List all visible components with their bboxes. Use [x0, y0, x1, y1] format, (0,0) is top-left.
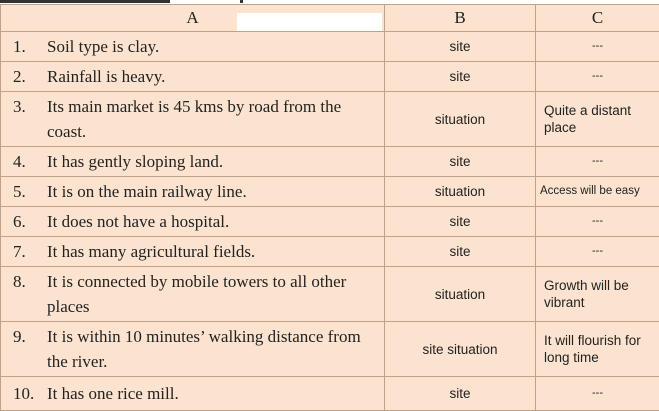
top-rule [0, 0, 170, 3]
row-text: It has one rice mill. [47, 381, 367, 406]
row-text: It is connected by mobile towers to all other places [47, 269, 367, 319]
cell-b: site [385, 207, 536, 237]
cell-c: Quite a distant place [536, 92, 659, 147]
table-row [1, 177, 659, 207]
cell-c: --- [536, 32, 659, 62]
cell-a [1, 322, 385, 377]
row-number: 10. [13, 381, 47, 406]
row-text: It has gently sloping land. [47, 149, 367, 174]
row-number: 2. [13, 64, 47, 89]
row-number: 7. [13, 239, 47, 264]
cell-c: It will flourish for long time [536, 322, 659, 377]
cell-c: --- [536, 237, 659, 267]
row-number: 1. [13, 34, 47, 59]
cell-c: --- [536, 377, 659, 411]
header-c: C [536, 5, 659, 32]
row-number: 8. [13, 269, 47, 294]
table-row [1, 267, 659, 322]
header-b: B [385, 5, 536, 32]
cell-a [1, 377, 385, 411]
cell-c: --- [536, 62, 659, 92]
cell-b: situation [385, 92, 536, 147]
cell-b: site [385, 147, 536, 177]
table-row [1, 377, 659, 411]
cell-b: site [385, 237, 536, 267]
row-number: 4. [13, 149, 47, 174]
cell-a [1, 237, 385, 267]
row-text: It is on the main railway line. [47, 179, 367, 204]
row-text: It is within 10 minutes’ walking distance from the river. [47, 324, 367, 374]
row-number: 3. [13, 94, 47, 119]
cell-c: Access will be easy [536, 177, 659, 207]
site-situation-table [0, 4, 659, 411]
header-a [1, 5, 385, 32]
table-row [1, 32, 659, 62]
header-row [1, 5, 659, 32]
table-row [1, 147, 659, 177]
cell-a [1, 207, 385, 237]
cell-c: Growth will be vibrant [536, 267, 659, 322]
redaction-box [237, 13, 382, 31]
cell-b: site situation [385, 322, 536, 377]
cell-a [1, 147, 385, 177]
table-row [1, 62, 659, 92]
row-text: Rainfall is heavy. [47, 64, 367, 89]
cell-b: site [385, 377, 536, 411]
row-number: 6. [13, 209, 47, 234]
row-text: It does not have a hospital. [47, 209, 367, 234]
table-row [1, 237, 659, 267]
row-number: 5. [13, 179, 47, 204]
cell-a [1, 62, 385, 92]
row-text: Its main market is 45 kms by road from the coast. [47, 94, 367, 144]
row-text: Soil type is clay. [47, 34, 367, 59]
cell-b: site [385, 62, 536, 92]
cell-a [1, 92, 385, 147]
cell-b: situation [385, 267, 536, 322]
cell-a [1, 177, 385, 207]
header-a-label: A [186, 8, 198, 27]
cell-b: site [385, 32, 536, 62]
cell-a [1, 32, 385, 62]
cell-a [1, 267, 385, 322]
cell-c: --- [536, 207, 659, 237]
top-rule-mark [240, 0, 243, 3]
table-row [1, 322, 659, 377]
cell-c: --- [536, 147, 659, 177]
row-text: It has many agricultural fields. [47, 239, 367, 264]
table-row [1, 92, 659, 147]
table-row [1, 207, 659, 237]
row-number: 9. [13, 324, 47, 349]
cell-b: situation [385, 177, 536, 207]
